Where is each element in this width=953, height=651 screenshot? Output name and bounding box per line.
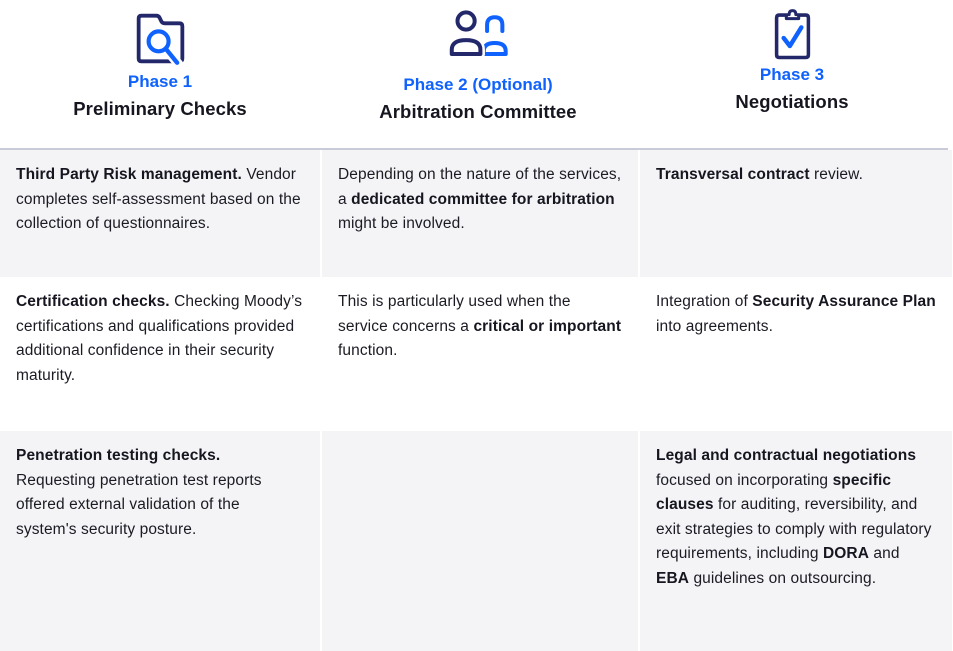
phase-2-title: Arbitration Committee (379, 101, 577, 122)
folder-search-icon (0, 8, 320, 70)
cell-penetration-testing: Penetration testing checks. Requesting penetration test reports offered external validation of the system's security posture. (0, 431, 320, 651)
phase-1-column-header (0, 0, 320, 148)
phases-header (0, 0, 948, 148)
cell-third-party-risk: Third Party Risk management. Vendor completes self-assessment based on the collection of questionnaires. (0, 150, 320, 277)
phase-3-title: Negotiations (735, 91, 849, 112)
phase-3-label: Phase 3 (759, 65, 825, 84)
cell-certification-checks: Certification checks. Checking Moody’s certifications and qualifications provided additional confidence in their security maturity. (0, 277, 320, 431)
cell-critical-function: This is particularly used when the service concerns a critical or important function. (322, 277, 638, 431)
cell-dedicated-committee: Depending on the nature of the services, a dedicated committee for arbitration might be involved. (322, 150, 638, 277)
cell-legal-negotiations: Legal and contractual negotiations focused on incorporating specific clauses for auditing, reversibility, and exit strategies to comply with regulatory requirements, including DORA and EBA guidelines on outsourcing. (640, 431, 952, 651)
phase-1-label: Phase 1 (127, 72, 193, 91)
phases-table (0, 148, 948, 651)
phase-2-column-header (320, 0, 636, 148)
table-row (0, 277, 948, 431)
phase-1-title: Preliminary Checks (73, 98, 247, 119)
cell-security-assurance-plan: Integration of Security Assurance Plan into agreements. (640, 277, 952, 431)
cell-transversal-contract: Transversal contract review. (640, 150, 952, 277)
committee-people-icon (320, 8, 636, 56)
phase-2-label: Phase 2 (Optional) (403, 75, 553, 94)
table-row (0, 150, 948, 277)
clipboard-check-icon (636, 8, 948, 61)
cell-empty (322, 431, 638, 651)
phase-3-column-header (636, 0, 948, 148)
table-row (0, 431, 948, 651)
